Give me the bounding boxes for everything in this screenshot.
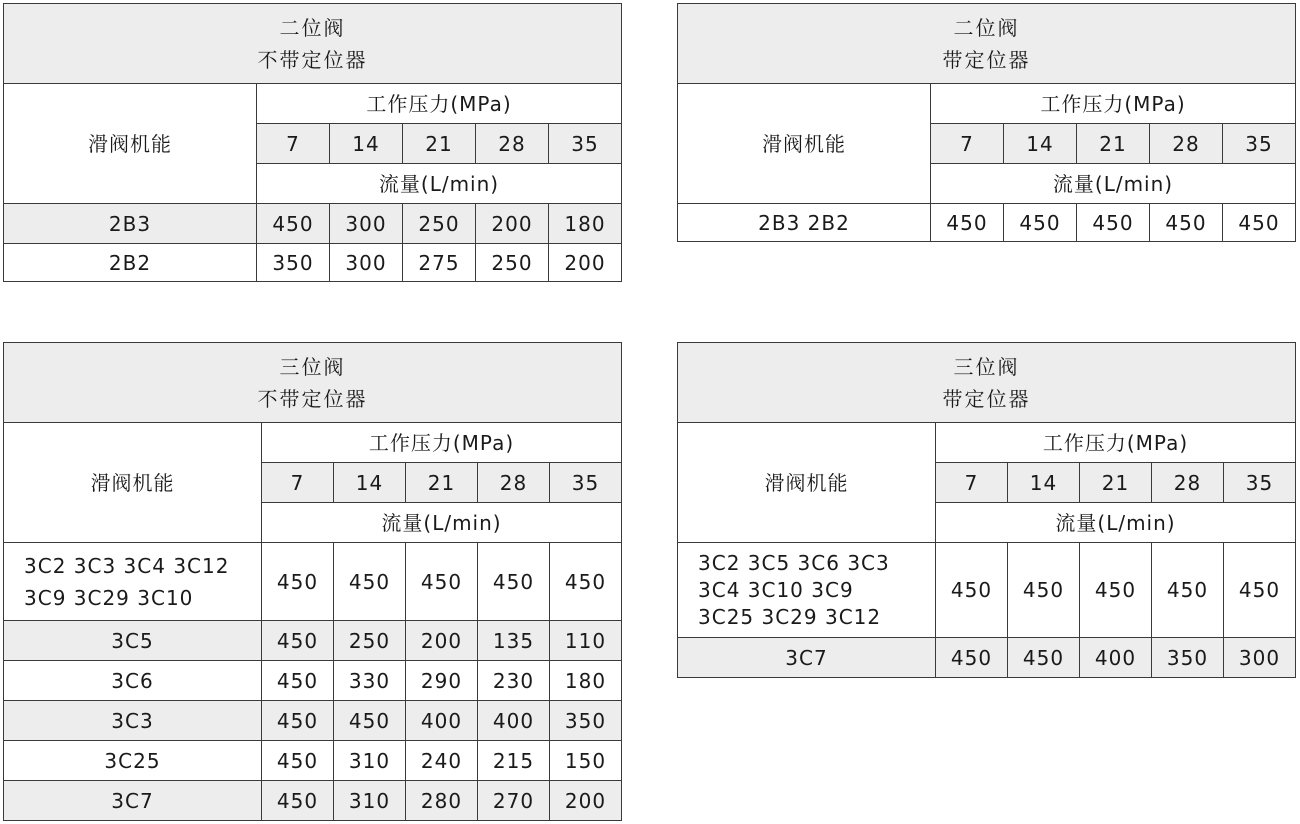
title-line-1: 二位阀 bbox=[279, 15, 346, 40]
flow-value: 180 bbox=[550, 661, 622, 701]
row-label: 3C25 bbox=[4, 741, 262, 781]
row-label-line: 3C2 3C3 3C4 3C12 bbox=[24, 553, 230, 578]
row-label bbox=[4, 543, 262, 621]
flow-value: 250 bbox=[476, 244, 549, 282]
flow-value: 450 bbox=[262, 621, 334, 661]
flow-value: 310 bbox=[334, 781, 406, 821]
row-label: 3C7 bbox=[4, 781, 262, 821]
table-3way-with-positioner bbox=[677, 342, 1296, 678]
table-row bbox=[4, 621, 622, 661]
flow-value: 300 bbox=[330, 204, 403, 244]
flow-value: 450 bbox=[262, 741, 334, 781]
title-line-2: 带定位器 bbox=[942, 47, 1031, 72]
flow-value: 450 bbox=[262, 543, 334, 621]
flow-value: 450 bbox=[1008, 543, 1080, 638]
flow-value: 450 bbox=[257, 204, 330, 244]
flow-value: 300 bbox=[330, 244, 403, 282]
flow-header: 流量(L/min) bbox=[936, 503, 1296, 543]
flow-value: 450 bbox=[1077, 204, 1150, 242]
flow-value: 200 bbox=[550, 781, 622, 821]
table-3way-no-positioner bbox=[3, 342, 622, 821]
flow-value: 135 bbox=[478, 621, 550, 661]
row-label: 3C6 bbox=[4, 661, 262, 701]
flow-value: 330 bbox=[334, 661, 406, 701]
flow-value: 200 bbox=[406, 621, 478, 661]
flow-value: 250 bbox=[403, 204, 476, 244]
row-label-line: 3C9 3C29 3C10 bbox=[24, 585, 194, 610]
pressure-value: 21 bbox=[1077, 124, 1150, 164]
row-label: 2B3 bbox=[4, 204, 257, 244]
flow-value: 270 bbox=[478, 781, 550, 821]
flow-value: 450 bbox=[1004, 204, 1077, 242]
table-row bbox=[4, 543, 622, 621]
flow-value: 450 bbox=[478, 543, 550, 621]
table-row bbox=[4, 204, 622, 244]
flow-value: 450 bbox=[1080, 543, 1152, 638]
row-label-line: 3C2 3C5 3C6 3C3 bbox=[698, 550, 890, 575]
pressure-value: 7 bbox=[262, 463, 334, 503]
title-line-1: 三位阀 bbox=[279, 354, 346, 379]
flow-value: 450 bbox=[1152, 543, 1224, 638]
flow-value: 450 bbox=[262, 661, 334, 701]
pressure-value: 21 bbox=[403, 124, 476, 164]
flow-value: 450 bbox=[1223, 204, 1296, 242]
row-label bbox=[678, 543, 936, 638]
row-label: 3C3 bbox=[4, 701, 262, 741]
row-label: 2B2 bbox=[4, 244, 257, 282]
pressure-value: 14 bbox=[330, 124, 403, 164]
flow-header: 流量(L/min) bbox=[931, 164, 1296, 204]
row-label: 2B3 2B2 bbox=[678, 204, 931, 242]
row-label: 3C7 bbox=[678, 638, 936, 678]
pressure-value: 28 bbox=[1150, 124, 1223, 164]
flow-value: 240 bbox=[406, 741, 478, 781]
pressure-header: 工作压力(MPa) bbox=[936, 423, 1296, 463]
flow-value: 250 bbox=[334, 621, 406, 661]
pressure-value: 35 bbox=[1224, 463, 1296, 503]
flow-header: 流量(L/min) bbox=[262, 503, 622, 543]
flow-value: 215 bbox=[478, 741, 550, 781]
title-line-2: 不带定位器 bbox=[257, 386, 368, 411]
title-line-2: 带定位器 bbox=[942, 386, 1031, 411]
title-line-1: 三位阀 bbox=[953, 354, 1020, 379]
table-row bbox=[4, 244, 622, 282]
pressure-value: 7 bbox=[931, 124, 1004, 164]
pressure-value: 21 bbox=[406, 463, 478, 503]
flow-value: 300 bbox=[1224, 638, 1296, 678]
flow-value: 200 bbox=[549, 244, 622, 282]
flow-value: 450 bbox=[931, 204, 1004, 242]
flow-value: 450 bbox=[1224, 543, 1296, 638]
flow-value: 275 bbox=[403, 244, 476, 282]
pressure-value: 14 bbox=[1008, 463, 1080, 503]
flow-value: 110 bbox=[550, 621, 622, 661]
flow-header: 流量(L/min) bbox=[257, 164, 622, 204]
table-2way-no-positioner bbox=[3, 3, 622, 282]
flow-value: 450 bbox=[406, 543, 478, 621]
flow-value: 450 bbox=[1150, 204, 1223, 242]
title-line-1: 二位阀 bbox=[953, 15, 1020, 40]
flow-value: 450 bbox=[1008, 638, 1080, 678]
flow-value: 180 bbox=[549, 204, 622, 244]
pressure-value: 35 bbox=[1223, 124, 1296, 164]
row-label: 3C5 bbox=[4, 621, 262, 661]
table-title bbox=[4, 4, 622, 84]
flow-value: 450 bbox=[334, 701, 406, 741]
flow-value: 350 bbox=[257, 244, 330, 282]
table-row bbox=[678, 638, 1296, 678]
flow-value: 350 bbox=[1152, 638, 1224, 678]
table-row bbox=[678, 543, 1296, 638]
pressure-value: 14 bbox=[1004, 124, 1077, 164]
flow-value: 450 bbox=[936, 638, 1008, 678]
row-header: 滑阀机能 bbox=[678, 84, 931, 204]
pressure-value: 7 bbox=[257, 124, 330, 164]
row-header: 滑阀机能 bbox=[4, 84, 257, 204]
pressure-header: 工作压力(MPa) bbox=[257, 84, 622, 124]
pressure-value: 35 bbox=[549, 124, 622, 164]
pressure-value: 35 bbox=[550, 463, 622, 503]
table-row bbox=[678, 204, 1296, 242]
pressure-header: 工作压力(MPa) bbox=[262, 423, 622, 463]
table-title bbox=[4, 343, 622, 423]
flow-value: 310 bbox=[334, 741, 406, 781]
table-row bbox=[4, 701, 622, 741]
table-row bbox=[4, 661, 622, 701]
pressure-value: 28 bbox=[1152, 463, 1224, 503]
flow-value: 450 bbox=[334, 543, 406, 621]
flow-value: 200 bbox=[476, 204, 549, 244]
row-label-line: 3C25 3C29 3C12 bbox=[698, 604, 882, 629]
table-title bbox=[678, 343, 1296, 423]
flow-value: 150 bbox=[550, 741, 622, 781]
table-2way-with-positioner bbox=[677, 3, 1296, 242]
flow-value: 400 bbox=[1080, 638, 1152, 678]
flow-value: 450 bbox=[936, 543, 1008, 638]
row-header: 滑阀机能 bbox=[4, 423, 262, 543]
flow-value: 450 bbox=[550, 543, 622, 621]
row-header: 滑阀机能 bbox=[678, 423, 936, 543]
flow-value: 350 bbox=[550, 701, 622, 741]
flow-value: 230 bbox=[478, 661, 550, 701]
pressure-header: 工作压力(MPa) bbox=[931, 84, 1296, 124]
title-line-2: 不带定位器 bbox=[257, 47, 368, 72]
flow-value: 290 bbox=[406, 661, 478, 701]
pressure-value: 21 bbox=[1080, 463, 1152, 503]
flow-value: 450 bbox=[262, 701, 334, 741]
table-row bbox=[4, 781, 622, 821]
table-row bbox=[4, 741, 622, 781]
flow-value: 400 bbox=[478, 701, 550, 741]
flow-value: 450 bbox=[262, 781, 334, 821]
pressure-value: 7 bbox=[936, 463, 1008, 503]
pressure-value: 28 bbox=[476, 124, 549, 164]
flow-value: 400 bbox=[406, 701, 478, 741]
pressure-value: 28 bbox=[478, 463, 550, 503]
flow-value: 280 bbox=[406, 781, 478, 821]
pressure-value: 14 bbox=[334, 463, 406, 503]
table-title bbox=[678, 4, 1296, 84]
row-label-line: 3C4 3C10 3C9 bbox=[698, 577, 854, 602]
